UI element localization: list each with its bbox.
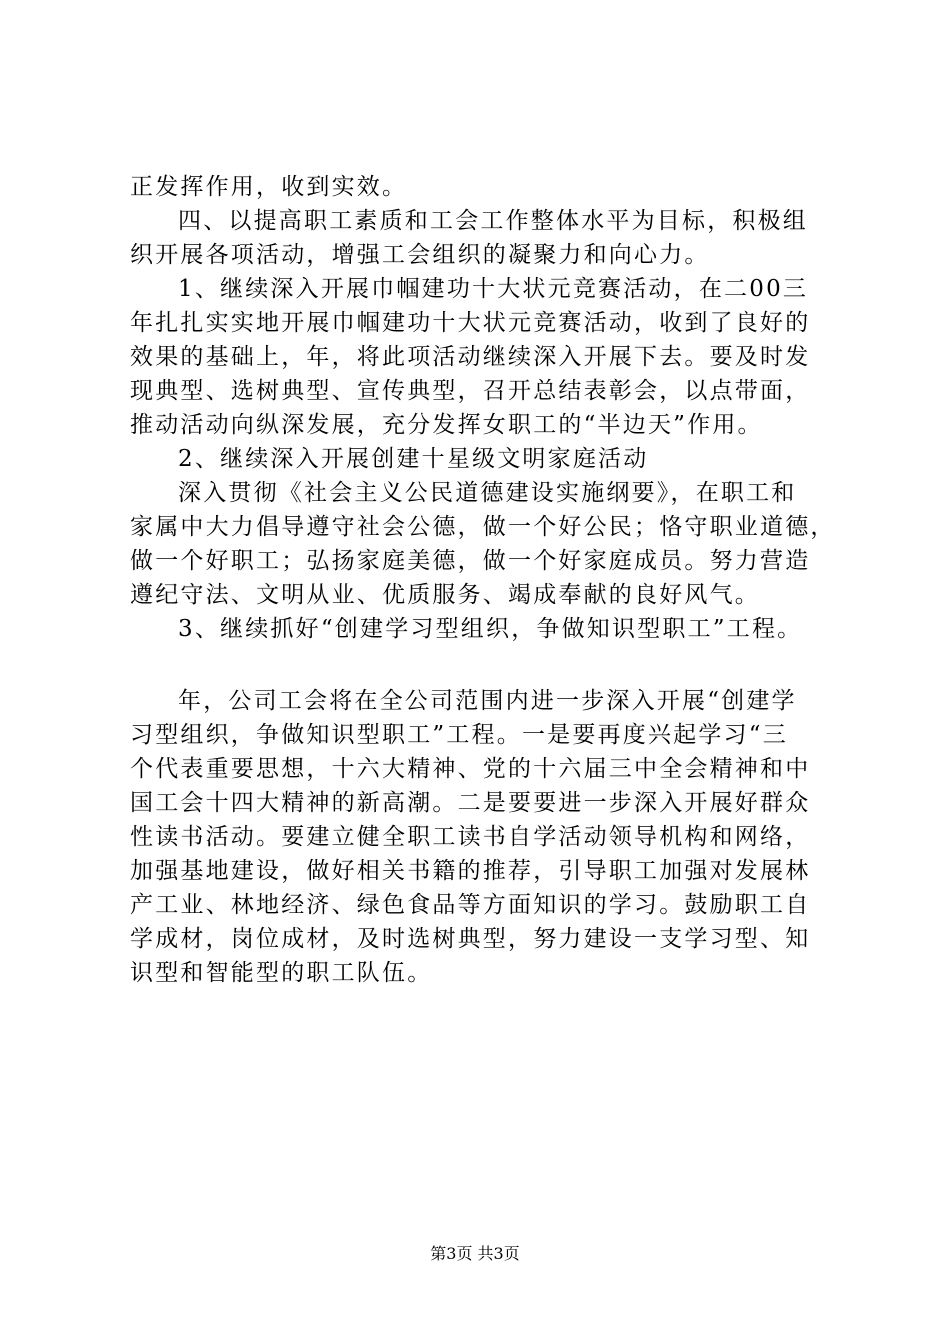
text-line: 正发挥作用，收到实效。 <box>130 174 408 200</box>
text-line: 个代表重要思想，十六大精神、党的十六届三中全会精神和中 <box>130 756 811 782</box>
text-line: 效果的基础上，年，将此项活动继续深入开展下去。要及时发 <box>130 344 811 370</box>
text-line: 国工会十四大精神的新高潮。二是要要进一步深入开展好群众 <box>130 790 811 816</box>
page-number-footer: 第3页 共3页 <box>430 1244 520 1263</box>
text-line: 1、继续深入开展巾帼建功十大状元竞赛活动，在二00三 <box>178 276 809 302</box>
text-line: 做一个好职工；弘扬家庭美德，做一个好家庭成员。努力营造 <box>130 548 811 574</box>
text-line: 织开展各项活动，增强工会组织的凝聚力和向心力。 <box>130 242 710 268</box>
text-line: 现典型、选树典型、宣传典型，召开总结表彰会，以点带面， <box>130 378 811 404</box>
text-line: 学成材，岗位成材，及时选树典型，努力建设一支学习型、知 <box>130 926 811 952</box>
text-line: 深入贯彻《社会主义公民道德建设实施纲要》，在职工和 <box>178 480 797 506</box>
text-line: 2、继续深入开展创建十星级文明家庭活动 <box>178 446 649 472</box>
text-line: 家属中大力倡导遵守社会公德，做一个好公民；恪守职业道德， <box>130 514 836 540</box>
text-line: 加强基地建设，做好相关书籍的推荐，引导职工加强对发展林 <box>130 858 811 884</box>
text-line: 习型组织，争做知识型职工”工程。一是要再度兴起学习“三 <box>130 722 788 748</box>
text-line: 遵纪守法、文明从业、优质服务、竭成奉献的良好风气。 <box>130 582 760 608</box>
text-line: 年，公司工会将在全公司范围内进一步深入开展“创建学 <box>178 688 797 714</box>
text-line: 性读书活动。要建立健全职工读书自学活动领导机构和网络， <box>130 824 811 850</box>
text-line: 3、继续抓好“创建学习型组织，争做知识型职工”工程。 <box>178 616 803 642</box>
text-line: 推动活动向纵深发展，充分发挥女职工的“半边天”作用。 <box>130 412 763 438</box>
text-line: 年扎扎实实地开展巾帼建功十大状元竞赛活动，收到了良好的 <box>130 310 811 336</box>
text-line: 产工业、林地经济、绿色食品等方面知识的学习。鼓励职工自 <box>130 892 811 918</box>
text-line: 四、以提高职工素质和工会工作整体水平为目标，积极组 <box>178 208 808 234</box>
text-line: 识型和智能型的职工队伍。 <box>130 960 433 986</box>
